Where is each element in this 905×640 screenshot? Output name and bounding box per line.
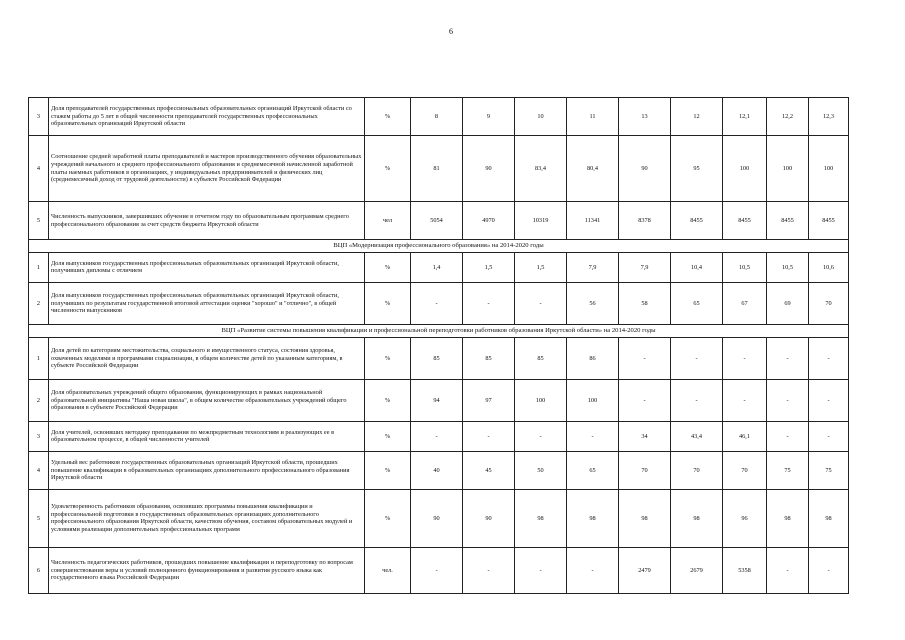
value-cell: 70 (723, 451, 767, 489)
table-row (29, 202, 849, 240)
indicator-name: Численность педагогических работников, прошедших повышение квалификации и переподготовку по вопросам совершенствования веры и условий полноценного функционирования и развития русского языка как государственного языка Российской Федерации (49, 547, 365, 593)
value-cell: 75 (809, 451, 849, 489)
section-header-row (29, 324, 849, 337)
table-row (29, 547, 849, 593)
value-cell: 1,5 (463, 252, 515, 282)
value-cell: - (767, 337, 809, 379)
value-cell: 90 (463, 136, 515, 202)
value-cell: 65 (567, 451, 619, 489)
value-cell: 10,5 (767, 252, 809, 282)
indicator-name: Удельный вес работников государственных образовательных организаций Иркутской области, прошедших повышение квалификации в образовательных организациях дополнительного профессионального образования Иркутской области (49, 451, 365, 489)
value-cell: 100 (767, 136, 809, 202)
row-number: 4 (29, 451, 49, 489)
value-cell: 8 (411, 98, 463, 136)
value-cell: 1,5 (515, 252, 567, 282)
indicators-table (28, 97, 849, 594)
value-cell: 86 (567, 337, 619, 379)
table-row (29, 379, 849, 421)
table-row (29, 451, 849, 489)
value-cell: - (463, 547, 515, 593)
row-number: 3 (29, 421, 49, 451)
value-cell: 98 (809, 489, 849, 547)
value-cell: - (619, 337, 671, 379)
value-cell: - (411, 282, 463, 324)
value-cell: 85 (411, 337, 463, 379)
row-number: 3 (29, 98, 49, 136)
row-number: 1 (29, 252, 49, 282)
value-cell: - (515, 547, 567, 593)
value-cell: 75 (767, 451, 809, 489)
value-cell: 10,4 (671, 252, 723, 282)
value-cell: 70 (619, 451, 671, 489)
value-cell: 2679 (671, 547, 723, 593)
value-cell: 67 (723, 282, 767, 324)
value-cell: - (767, 379, 809, 421)
value-cell: - (723, 337, 767, 379)
value-cell: - (515, 421, 567, 451)
value-cell: 10 (515, 98, 567, 136)
value-cell: 70 (671, 451, 723, 489)
table-row (29, 489, 849, 547)
unit-cell: чел (365, 202, 411, 240)
value-cell: 8455 (767, 202, 809, 240)
value-cell: 11 (567, 98, 619, 136)
page-number: 6 (449, 27, 453, 36)
value-cell: 1,4 (411, 252, 463, 282)
value-cell: - (723, 379, 767, 421)
value-cell: 45 (463, 451, 515, 489)
indicator-name: Доля выпускников государственных профессиональных образовательных организаций Иркутской области, получивших по результатам государственной итоговой аттестации оценки "хорошо" и "отлично", в общей численности выпускников (49, 282, 365, 324)
unit-cell: % (365, 489, 411, 547)
indicator-name: Доля учителей, освоивших методику преподавания по межпредметным технологиям и реализующих ее в образовательном процессе, в общей численности учителей (49, 421, 365, 451)
value-cell: - (809, 379, 849, 421)
section-header-row (29, 240, 849, 253)
value-cell: 83,4 (515, 136, 567, 202)
value-cell: - (671, 337, 723, 379)
value-cell: 10,5 (723, 252, 767, 282)
value-cell: - (809, 547, 849, 593)
value-cell: 46,1 (723, 421, 767, 451)
unit-cell: % (365, 282, 411, 324)
section-title: ВЦП «Развитие системы повышения квалификации и профессиональной переподготовки работников образования Иркутской области» на 2014-2020 годы (29, 324, 849, 337)
value-cell: 12,3 (809, 98, 849, 136)
unit-cell: % (365, 379, 411, 421)
value-cell: 90 (463, 489, 515, 547)
unit-cell: % (365, 98, 411, 136)
value-cell: 98 (619, 489, 671, 547)
indicator-name: Доля детей по категориям местожительства, социального и имущественного статуса, состояния здоровья, охваченных моделями и программами социализации, в общем количестве детей по указанным категориям, в субъекте Российской Федерации (49, 337, 365, 379)
value-cell: 10319 (515, 202, 567, 240)
value-cell: 58 (619, 282, 671, 324)
table-row (29, 98, 849, 136)
row-number: 2 (29, 379, 49, 421)
value-cell: 97 (463, 379, 515, 421)
table-row (29, 252, 849, 282)
value-cell: 12 (671, 98, 723, 136)
value-cell: 81 (411, 136, 463, 202)
row-number: 1 (29, 337, 49, 379)
value-cell: 43,4 (671, 421, 723, 451)
value-cell: - (463, 282, 515, 324)
value-cell: - (411, 547, 463, 593)
value-cell: 2479 (619, 547, 671, 593)
value-cell: 65 (671, 282, 723, 324)
row-number: 5 (29, 489, 49, 547)
unit-cell: чел. (365, 547, 411, 593)
value-cell: 8378 (619, 202, 671, 240)
table-row (29, 337, 849, 379)
value-cell: 5054 (411, 202, 463, 240)
value-cell: - (767, 547, 809, 593)
value-cell: 85 (463, 337, 515, 379)
value-cell: - (809, 337, 849, 379)
value-cell: 70 (809, 282, 849, 324)
value-cell: 100 (723, 136, 767, 202)
unit-cell: % (365, 421, 411, 451)
value-cell: 56 (567, 282, 619, 324)
value-cell: 50 (515, 451, 567, 489)
value-cell: 13 (619, 98, 671, 136)
value-cell: 95 (671, 136, 723, 202)
value-cell: - (463, 421, 515, 451)
value-cell: 12,2 (767, 98, 809, 136)
value-cell: 98 (767, 489, 809, 547)
row-number: 4 (29, 136, 49, 202)
unit-cell: % (365, 451, 411, 489)
unit-cell: % (365, 337, 411, 379)
value-cell: 85 (515, 337, 567, 379)
value-cell: - (411, 421, 463, 451)
table-row (29, 421, 849, 451)
value-cell: 100 (567, 379, 619, 421)
unit-cell: % (365, 252, 411, 282)
value-cell: 100 (515, 379, 567, 421)
indicator-name: Доля преподавателей государственных профессиональных образовательных организаций Иркутской области со стажем работы до 5 лет в общей численности преподавателей государственных профессиональных образовательных организаций Иркутской области (49, 98, 365, 136)
value-cell: 4970 (463, 202, 515, 240)
row-number: 2 (29, 282, 49, 324)
value-cell: 11341 (567, 202, 619, 240)
value-cell: - (671, 379, 723, 421)
section-title: ВЦП «Модернизация профессионального образования» на 2014-2020 годы (29, 240, 849, 253)
value-cell: 7,9 (567, 252, 619, 282)
value-cell: 5358 (723, 547, 767, 593)
table-row (29, 136, 849, 202)
value-cell: 8455 (671, 202, 723, 240)
value-cell: 96 (723, 489, 767, 547)
value-cell: 98 (671, 489, 723, 547)
indicator-name: Соотношение средней заработной платы преподавателей и мастеров производственного обучения образовательных учреждений начального и среднего профессионального образования и среднемесячной начисленной заработной платы наемных работников в организациях, у индивидуальных предпринимателей и физических лиц (среднемесячный доход от трудовой деятельности) в субъекте Российской Федерации (49, 136, 365, 202)
value-cell: 80,4 (567, 136, 619, 202)
value-cell: 10,6 (809, 252, 849, 282)
value-cell: 98 (515, 489, 567, 547)
indicator-name: Доля образовательных учреждений общего образования, функционирующих в рамках национальной образовательной инициативы "Наша новая школа", в общем количестве образовательных учреждений общего образования в субъекте Российской Федерации (49, 379, 365, 421)
row-number: 6 (29, 547, 49, 593)
value-cell: 12,1 (723, 98, 767, 136)
value-cell: 90 (411, 489, 463, 547)
value-cell: 90 (619, 136, 671, 202)
table-row (29, 282, 849, 324)
value-cell: - (567, 547, 619, 593)
indicator-name: Доля выпускников государственных профессиональных образовательных организаций Иркутской области, получивших дипломы с отличием (49, 252, 365, 282)
value-cell: 8455 (723, 202, 767, 240)
value-cell: 9 (463, 98, 515, 136)
value-cell: 8455 (809, 202, 849, 240)
value-cell: - (809, 421, 849, 451)
value-cell: 69 (767, 282, 809, 324)
value-cell: 40 (411, 451, 463, 489)
value-cell: - (619, 379, 671, 421)
value-cell: 94 (411, 379, 463, 421)
value-cell: 98 (567, 489, 619, 547)
value-cell: - (767, 421, 809, 451)
indicator-name: Численность выпускников, завершивших обучение в отчетном году по образовательным программам среднего профессионального образования за счет средств бюджета Иркутской области (49, 202, 365, 240)
value-cell: 100 (809, 136, 849, 202)
value-cell: 7,9 (619, 252, 671, 282)
indicator-name: Удовлетворенность работников образования, освоивших программы повышения квалификации и профессиональной подготовки в государственных образовательных организациях дополнительного профессионального образования Иркутской области, качеством обучения, составом образовательных модулей и условиями реализации дополнительных профессиональных программ (49, 489, 365, 547)
value-cell: - (515, 282, 567, 324)
row-number: 5 (29, 202, 49, 240)
unit-cell: % (365, 136, 411, 202)
value-cell: - (567, 421, 619, 451)
value-cell: 34 (619, 421, 671, 451)
